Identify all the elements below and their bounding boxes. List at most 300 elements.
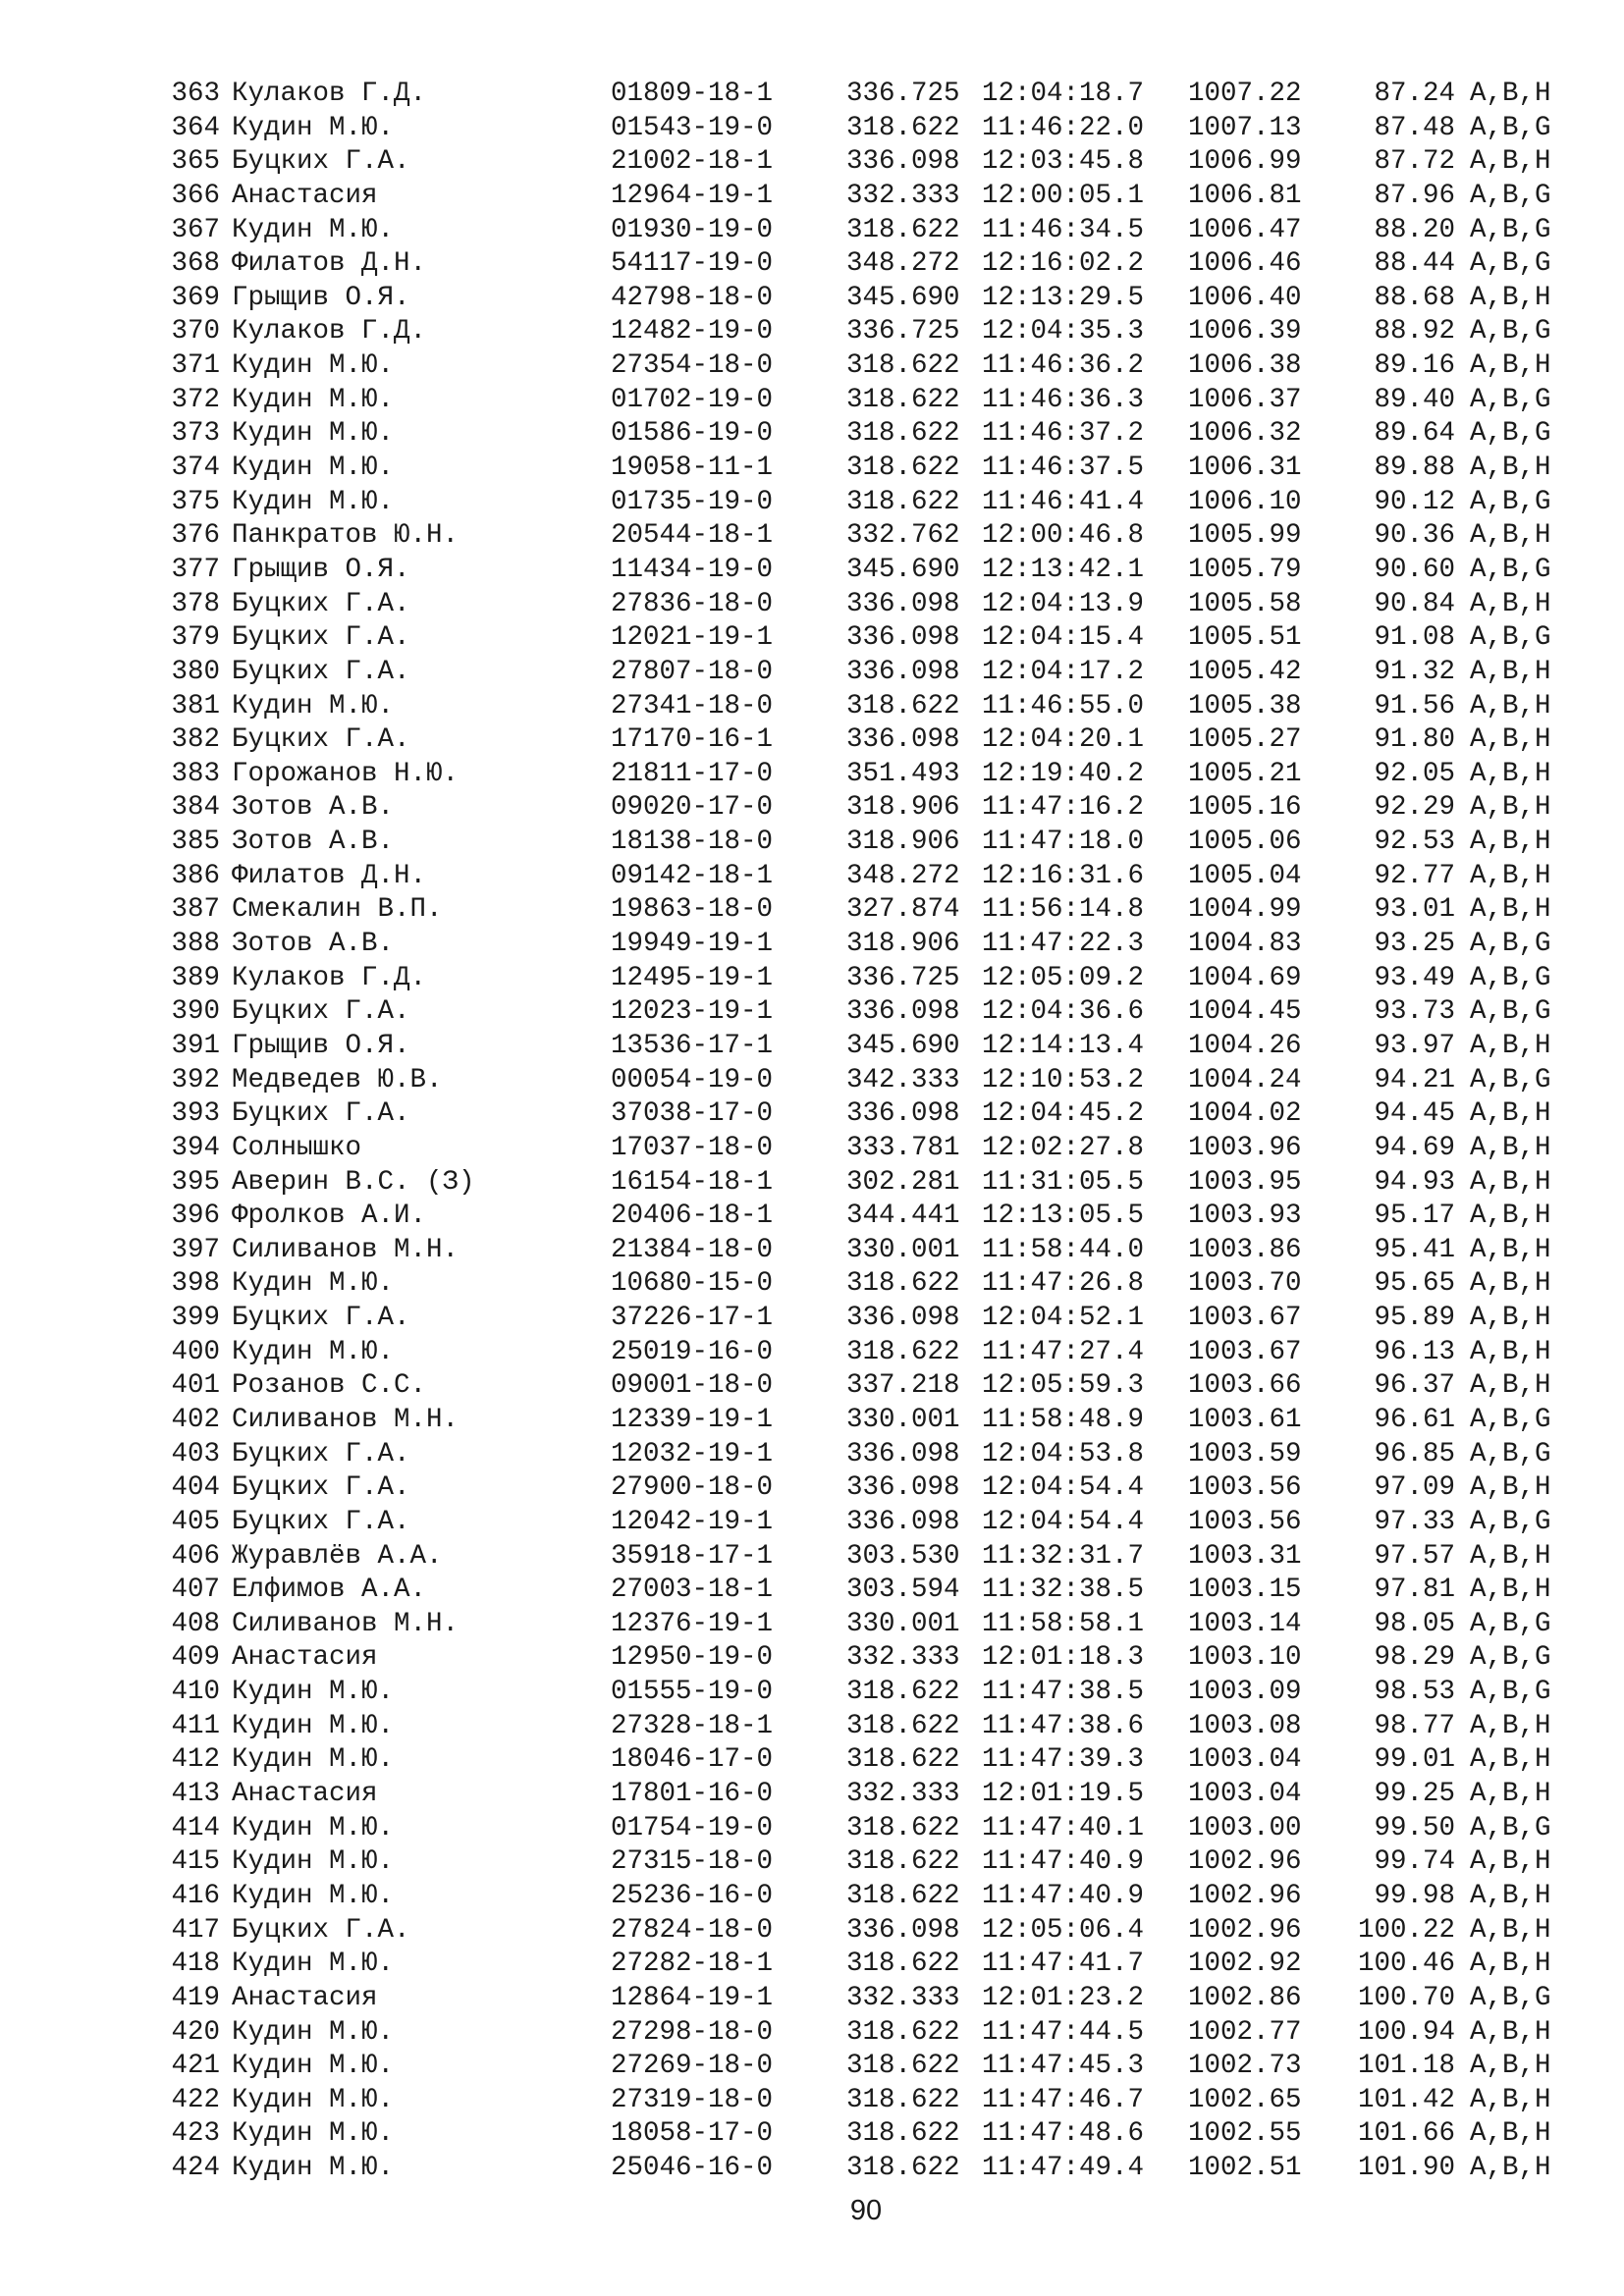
ring-number-cell: 27319-18-0 (611, 2084, 774, 2115)
distance-cell: 336.725 (846, 962, 960, 993)
speed-cell: 1003.56 (1188, 1506, 1302, 1537)
coefficient-cell: 91.08 (1374, 622, 1455, 654)
ring-number-cell: 17037-18-0 (611, 1132, 774, 1163)
category-cell: A,B,G (1470, 929, 1551, 960)
fancier-name-cell: Анастасия (232, 1779, 378, 1810)
category-cell: A,B,G (1470, 1506, 1551, 1537)
speed-cell: 1004.26 (1188, 1030, 1302, 1061)
table-row (159, 893, 1573, 928)
arrival-time-cell: 11:47:18.0 (982, 827, 1145, 858)
table-row (159, 1743, 1573, 1778)
coefficient-cell: 90.84 (1374, 588, 1455, 619)
speed-cell: 1003.08 (1188, 1710, 1302, 1741)
ring-number-cell: 25046-16-0 (611, 2153, 774, 2184)
speed-cell: 1003.59 (1188, 1438, 1302, 1469)
distance-cell: 327.874 (846, 894, 960, 926)
category-cell: A,B,H (1470, 1166, 1551, 1198)
place-cell: 386 (171, 860, 220, 891)
coefficient-cell: 97.33 (1374, 1506, 1455, 1537)
speed-cell: 1003.04 (1188, 1744, 1302, 1776)
coefficient-cell: 101.18 (1357, 2051, 1455, 2082)
fancier-name-cell: Зотов А.В. (232, 827, 395, 858)
place-cell: 396 (171, 1201, 220, 1232)
table-row (159, 1880, 1573, 1914)
place-cell: 400 (171, 1336, 220, 1367)
fancier-name-cell: Буцких Г.А. (232, 1098, 410, 1130)
arrival-time-cell: 11:47:40.9 (982, 1880, 1145, 1911)
category-cell: A,B,H (1470, 350, 1551, 382)
ring-number-cell: 19863-18-0 (611, 894, 774, 926)
distance-cell: 318.906 (846, 792, 960, 824)
distance-cell: 336.098 (846, 1506, 960, 1537)
coefficient-cell: 87.96 (1374, 180, 1455, 211)
arrival-time-cell: 11:46:37.5 (982, 453, 1145, 484)
ring-number-cell: 18138-18-0 (611, 827, 774, 858)
place-cell: 416 (171, 1880, 220, 1911)
speed-cell: 1005.06 (1188, 827, 1302, 858)
distance-cell: 332.333 (846, 180, 960, 211)
table-row (159, 519, 1573, 554)
table-row (159, 145, 1573, 180)
fancier-name-cell: Кудин М.Ю. (232, 2051, 395, 2082)
ring-number-cell: 12950-19-0 (611, 1642, 774, 1674)
coefficient-cell: 95.17 (1374, 1201, 1455, 1232)
arrival-time-cell: 12:16:31.6 (982, 860, 1145, 891)
distance-cell: 318.622 (846, 418, 960, 450)
ring-number-cell: 10680-15-0 (611, 1268, 774, 1300)
speed-cell: 1002.51 (1188, 2153, 1302, 2184)
distance-cell: 303.530 (846, 1540, 960, 1572)
table-row (159, 1132, 1573, 1166)
table-row (159, 1336, 1573, 1370)
place-cell: 422 (171, 2084, 220, 2115)
table-row (159, 1676, 1573, 1710)
speed-cell: 1003.04 (1188, 1779, 1302, 1810)
speed-cell: 1003.09 (1188, 1677, 1302, 1708)
arrival-time-cell: 11:47:48.6 (982, 2118, 1145, 2150)
arrival-time-cell: 11:47:45.3 (982, 2051, 1145, 2082)
ring-number-cell: 19058-11-1 (611, 453, 774, 484)
coefficient-cell: 99.50 (1374, 1812, 1455, 1843)
category-cell: A,B,G (1470, 962, 1551, 993)
fancier-name-cell: Смекалин В.П. (232, 894, 443, 926)
table-row (159, 962, 1573, 996)
table-row (159, 349, 1573, 384)
arrival-time-cell: 12:04:36.6 (982, 996, 1145, 1028)
distance-cell: 336.098 (846, 1914, 960, 1946)
place-cell: 387 (171, 894, 220, 926)
ring-number-cell: 27298-18-0 (611, 2016, 774, 2048)
table-row (159, 1369, 1573, 1404)
category-cell: A,B,G (1470, 248, 1551, 280)
ring-number-cell: 27824-18-0 (611, 1914, 774, 1946)
fancier-name-cell: Кудин М.Ю. (232, 1812, 395, 1843)
table-row (159, 928, 1573, 962)
place-cell: 410 (171, 1677, 220, 1708)
fancier-name-cell: Медведев Ю.В. (232, 1064, 443, 1095)
table-row (159, 1097, 1573, 1132)
arrival-time-cell: 11:47:38.5 (982, 1677, 1145, 1708)
speed-cell: 1002.96 (1188, 1846, 1302, 1878)
fancier-name-cell: Кудин М.Ю. (232, 1677, 395, 1708)
arrival-time-cell: 12:04:20.1 (982, 724, 1145, 756)
distance-cell: 332.333 (846, 1982, 960, 2013)
distance-cell: 318.622 (846, 112, 960, 143)
table-row (159, 2117, 1573, 2152)
distance-cell: 318.622 (846, 1710, 960, 1741)
category-cell: A,B,G (1470, 1064, 1551, 1095)
arrival-time-cell: 11:47:26.8 (982, 1268, 1145, 1300)
coefficient-cell: 92.29 (1374, 792, 1455, 824)
arrival-time-cell: 11:32:38.5 (982, 1575, 1145, 1606)
arrival-time-cell: 11:47:39.3 (982, 1744, 1145, 1776)
ring-number-cell: 12032-19-1 (611, 1438, 774, 1469)
distance-cell: 336.098 (846, 1303, 960, 1334)
ring-number-cell: 01809-18-1 (611, 79, 774, 109)
place-cell: 412 (171, 1744, 220, 1776)
coefficient-cell: 89.64 (1374, 418, 1455, 450)
distance-cell: 336.098 (846, 996, 960, 1028)
arrival-time-cell: 12:04:54.4 (982, 1472, 1145, 1504)
arrival-time-cell: 12:03:45.8 (982, 146, 1145, 178)
fancier-name-cell: Анастасия (232, 1982, 378, 2013)
ring-number-cell: 27836-18-0 (611, 588, 774, 619)
table-row (159, 1200, 1573, 1234)
distance-cell: 318.622 (846, 690, 960, 721)
place-cell: 377 (171, 554, 220, 585)
place-cell: 370 (171, 316, 220, 347)
speed-cell: 1002.73 (1188, 2051, 1302, 2082)
ring-number-cell: 09020-17-0 (611, 792, 774, 824)
table-row (159, 214, 1573, 248)
distance-cell: 333.781 (846, 1132, 960, 1163)
coefficient-cell: 99.25 (1374, 1779, 1455, 1810)
ring-number-cell: 01702-19-0 (611, 384, 774, 415)
fancier-name-cell: Зотов А.В. (232, 792, 395, 824)
table-row (159, 1812, 1573, 1846)
fancier-name-cell: Елфимов А.А. (232, 1575, 427, 1606)
category-cell: A,B,G (1470, 1608, 1551, 1639)
ring-number-cell: 35918-17-1 (611, 1540, 774, 1572)
place-cell: 423 (171, 2118, 220, 2150)
arrival-time-cell: 11:47:49.4 (982, 2153, 1145, 2184)
arrival-time-cell: 12:04:15.4 (982, 622, 1145, 654)
place-cell: 376 (171, 520, 220, 552)
table-row (159, 417, 1573, 452)
place-cell: 418 (171, 1949, 220, 1980)
place-cell: 367 (171, 214, 220, 245)
category-cell: A,B,G (1470, 1677, 1551, 1708)
ring-number-cell: 13536-17-1 (611, 1030, 774, 1061)
fancier-name-cell: Солнышко (232, 1132, 362, 1163)
speed-cell: 1006.10 (1188, 486, 1302, 517)
speed-cell: 1002.55 (1188, 2118, 1302, 2150)
category-cell: A,B,H (1470, 520, 1551, 552)
table-row (159, 826, 1573, 860)
table-row (159, 282, 1573, 316)
ring-number-cell: 27269-18-0 (611, 2051, 774, 2082)
coefficient-cell: 96.85 (1374, 1438, 1455, 1469)
ring-number-cell: 21002-18-1 (611, 146, 774, 178)
coefficient-cell: 101.42 (1357, 2084, 1455, 2115)
coefficient-cell: 100.94 (1357, 2016, 1455, 2048)
fancier-name-cell: Кулаков Г.Д. (232, 79, 427, 109)
speed-cell: 1004.69 (1188, 962, 1302, 993)
distance-cell: 318.906 (846, 827, 960, 858)
speed-cell: 1005.79 (1188, 554, 1302, 585)
table-row (159, 1710, 1573, 1744)
coefficient-cell: 94.21 (1374, 1064, 1455, 1095)
fancier-name-cell: Грыщив О.Я. (232, 282, 410, 313)
ring-number-cell: 12376-19-1 (611, 1608, 774, 1639)
coefficient-cell: 87.72 (1374, 146, 1455, 178)
coefficient-cell: 90.12 (1374, 486, 1455, 517)
speed-cell: 1002.96 (1188, 1914, 1302, 1946)
category-cell: A,B,H (1470, 792, 1551, 824)
fancier-name-cell: Кудин М.Ю. (232, 112, 395, 143)
ring-number-cell: 19949-19-1 (611, 929, 774, 960)
fancier-name-cell: Кудин М.Ю. (232, 2016, 395, 2048)
category-cell: A,B,H (1470, 2016, 1551, 2048)
speed-cell: 1003.15 (1188, 1575, 1302, 1606)
place-cell: 409 (171, 1642, 220, 1674)
arrival-time-cell: 11:46:41.4 (982, 486, 1145, 517)
ring-number-cell: 17170-16-1 (611, 724, 774, 756)
table-row (159, 112, 1573, 146)
distance-cell: 336.098 (846, 622, 960, 654)
fancier-name-cell: Буцких Г.А. (232, 1303, 410, 1334)
place-cell: 391 (171, 1030, 220, 1061)
table-row (159, 690, 1573, 724)
distance-cell: 318.622 (846, 1880, 960, 1911)
coefficient-cell: 97.09 (1374, 1472, 1455, 1504)
speed-cell: 1005.04 (1188, 860, 1302, 891)
category-cell: A,B,H (1470, 2118, 1551, 2150)
category-cell: A,B,G (1470, 486, 1551, 517)
speed-cell: 1006.31 (1188, 453, 1302, 484)
category-cell: A,B,H (1470, 656, 1551, 687)
category-cell: A,B,H (1470, 827, 1551, 858)
ring-number-cell: 11434-19-0 (611, 554, 774, 585)
distance-cell: 318.622 (846, 1336, 960, 1367)
distance-cell: 302.281 (846, 1166, 960, 1198)
ring-number-cell: 12023-19-1 (611, 996, 774, 1028)
arrival-time-cell: 11:47:46.7 (982, 2084, 1145, 2115)
arrival-time-cell: 12:04:54.4 (982, 1506, 1145, 1537)
category-cell: A,B,H (1470, 146, 1551, 178)
arrival-time-cell: 12:04:13.9 (982, 588, 1145, 619)
table-row (159, 1641, 1573, 1676)
ring-number-cell: 20406-18-1 (611, 1201, 774, 1232)
distance-cell: 345.690 (846, 282, 960, 313)
ring-number-cell: 27807-18-0 (611, 656, 774, 687)
category-cell: A,B,H (1470, 1132, 1551, 1163)
arrival-time-cell: 12:01:19.5 (982, 1779, 1145, 1810)
distance-cell: 348.272 (846, 248, 960, 280)
coefficient-cell: 90.36 (1374, 520, 1455, 552)
place-cell: 363 (171, 79, 220, 109)
speed-cell: 1003.14 (1188, 1608, 1302, 1639)
fancier-name-cell: Буцких Г.А. (232, 1914, 410, 1946)
fancier-name-cell: Журавлёв А.А. (232, 1540, 443, 1572)
category-cell: A,B,G (1470, 180, 1551, 211)
arrival-time-cell: 12:13:42.1 (982, 554, 1145, 585)
distance-cell: 318.622 (846, 1677, 960, 1708)
coefficient-cell: 98.53 (1374, 1677, 1455, 1708)
distance-cell: 336.098 (846, 1098, 960, 1130)
coefficient-cell: 94.69 (1374, 1132, 1455, 1163)
coefficient-cell: 88.44 (1374, 248, 1455, 280)
coefficient-cell: 99.98 (1374, 1880, 1455, 1911)
distance-cell: 336.098 (846, 1438, 960, 1469)
category-cell: A,B,G (1470, 1642, 1551, 1674)
distance-cell: 336.725 (846, 316, 960, 347)
arrival-time-cell: 12:01:18.3 (982, 1642, 1145, 1674)
speed-cell: 1006.81 (1188, 180, 1302, 211)
speed-cell: 1004.99 (1188, 894, 1302, 926)
ring-number-cell: 12021-19-1 (611, 622, 774, 654)
coefficient-cell: 95.65 (1374, 1268, 1455, 1300)
arrival-time-cell: 11:47:22.3 (982, 929, 1145, 960)
category-cell: A,B,H (1470, 1336, 1551, 1367)
fancier-name-cell: Панкратов Ю.Н. (232, 520, 460, 552)
speed-cell: 1003.31 (1188, 1540, 1302, 1572)
category-cell: A,B,H (1470, 282, 1551, 313)
distance-cell: 318.622 (846, 384, 960, 415)
distance-cell: 318.906 (846, 929, 960, 960)
speed-cell: 1005.99 (1188, 520, 1302, 552)
speed-cell: 1006.46 (1188, 248, 1302, 280)
speed-cell: 1006.38 (1188, 350, 1302, 382)
arrival-time-cell: 11:47:40.1 (982, 1812, 1145, 1843)
fancier-name-cell: Анастасия (232, 1642, 378, 1674)
fancier-name-cell: Буцких Г.А. (232, 1506, 410, 1537)
speed-cell: 1003.66 (1188, 1370, 1302, 1402)
table-row (159, 2152, 1573, 2186)
category-cell: A,B,H (1470, 2084, 1551, 2115)
arrival-time-cell: 12:05:06.4 (982, 1914, 1145, 1946)
fancier-name-cell: Кудин М.Ю. (232, 2118, 395, 2150)
category-cell: A,B,H (1470, 724, 1551, 756)
speed-cell: 1004.02 (1188, 1098, 1302, 1130)
fancier-name-cell: Кулаков Г.Д. (232, 316, 427, 347)
coefficient-cell: 93.01 (1374, 894, 1455, 926)
distance-cell: 318.622 (846, 214, 960, 245)
coefficient-cell: 93.97 (1374, 1030, 1455, 1061)
ring-number-cell: 21811-17-0 (611, 758, 774, 789)
place-cell: 421 (171, 2051, 220, 2082)
arrival-time-cell: 12:04:35.3 (982, 316, 1145, 347)
ring-number-cell: 01754-19-0 (611, 1812, 774, 1843)
ring-number-cell: 01543-19-0 (611, 112, 774, 143)
place-cell: 408 (171, 1608, 220, 1639)
table-row (159, 452, 1573, 486)
category-cell: A,B,H (1470, 1779, 1551, 1810)
place-cell: 420 (171, 2016, 220, 2048)
distance-cell: 318.622 (846, 1268, 960, 1300)
distance-cell: 318.622 (846, 486, 960, 517)
place-cell: 388 (171, 929, 220, 960)
place-cell: 369 (171, 282, 220, 313)
ring-number-cell: 27354-18-0 (611, 350, 774, 382)
place-cell: 398 (171, 1268, 220, 1300)
distance-cell: 318.622 (846, 1846, 960, 1878)
place-cell: 380 (171, 656, 220, 687)
coefficient-cell: 100.70 (1357, 1982, 1455, 2013)
coefficient-cell: 93.73 (1374, 996, 1455, 1028)
place-cell: 366 (171, 180, 220, 211)
table-row (159, 1778, 1573, 1812)
place-cell: 389 (171, 962, 220, 993)
arrival-time-cell: 11:46:34.5 (982, 214, 1145, 245)
coefficient-cell: 93.25 (1374, 929, 1455, 960)
fancier-name-cell: Горожанов Н.Ю. (232, 758, 460, 789)
ring-number-cell: 21384-18-0 (611, 1234, 774, 1265)
place-cell: 390 (171, 996, 220, 1028)
coefficient-cell: 101.90 (1357, 2153, 1455, 2184)
table-row (159, 1166, 1573, 1201)
fancier-name-cell: Кудин М.Ю. (232, 384, 395, 415)
coefficient-cell: 93.49 (1374, 962, 1455, 993)
category-cell: A,B,H (1470, 1710, 1551, 1741)
distance-cell: 345.690 (846, 554, 960, 585)
speed-cell: 1002.86 (1188, 1982, 1302, 2013)
fancier-name-cell: Кудин М.Ю. (232, 1949, 395, 1980)
place-cell: 414 (171, 1812, 220, 1843)
speed-cell: 1002.65 (1188, 2084, 1302, 2115)
place-cell: 382 (171, 724, 220, 756)
fancier-name-cell: Кудин М.Ю. (232, 2153, 395, 2184)
category-cell: A,B,G (1470, 316, 1551, 347)
distance-cell: 318.622 (846, 2153, 960, 2184)
table-row (159, 2050, 1573, 2084)
category-cell: A,B,H (1470, 588, 1551, 619)
coefficient-cell: 94.93 (1374, 1166, 1455, 1198)
distance-cell: 318.622 (846, 2118, 960, 2150)
place-cell: 399 (171, 1303, 220, 1334)
ring-number-cell: 27328-18-1 (611, 1710, 774, 1741)
ring-number-cell: 27315-18-0 (611, 1846, 774, 1878)
distance-cell: 336.098 (846, 588, 960, 619)
fancier-name-cell: Кудин М.Ю. (232, 2084, 395, 2115)
fancier-name-cell: Буцких Г.А. (232, 1438, 410, 1469)
place-cell: 365 (171, 146, 220, 178)
speed-cell: 1006.37 (1188, 384, 1302, 415)
category-cell: A,B,H (1470, 1575, 1551, 1606)
table-row (159, 1506, 1573, 1540)
place-cell: 419 (171, 1982, 220, 2013)
table-row (159, 621, 1573, 656)
table-row (159, 588, 1573, 622)
distance-cell: 336.098 (846, 656, 960, 687)
place-cell: 385 (171, 827, 220, 858)
speed-cell: 1002.92 (1188, 1949, 1302, 1980)
table-row (159, 1845, 1573, 1880)
coefficient-cell: 92.77 (1374, 860, 1455, 891)
ring-number-cell: 12495-19-1 (611, 962, 774, 993)
fancier-name-cell: Анастасия (232, 180, 378, 211)
ring-number-cell: 27003-18-1 (611, 1575, 774, 1606)
category-cell: A,B,G (1470, 418, 1551, 450)
coefficient-cell: 92.05 (1374, 758, 1455, 789)
category-cell: A,B,H (1470, 1540, 1551, 1572)
category-cell: A,B,G (1470, 1404, 1551, 1435)
ring-number-cell: 09001-18-0 (611, 1370, 774, 1402)
distance-cell: 318.622 (846, 453, 960, 484)
arrival-time-cell: 12:04:52.1 (982, 1303, 1145, 1334)
category-cell: A,B,G (1470, 996, 1551, 1028)
fancier-name-cell: Силиванов М.Н. (232, 1404, 460, 1435)
